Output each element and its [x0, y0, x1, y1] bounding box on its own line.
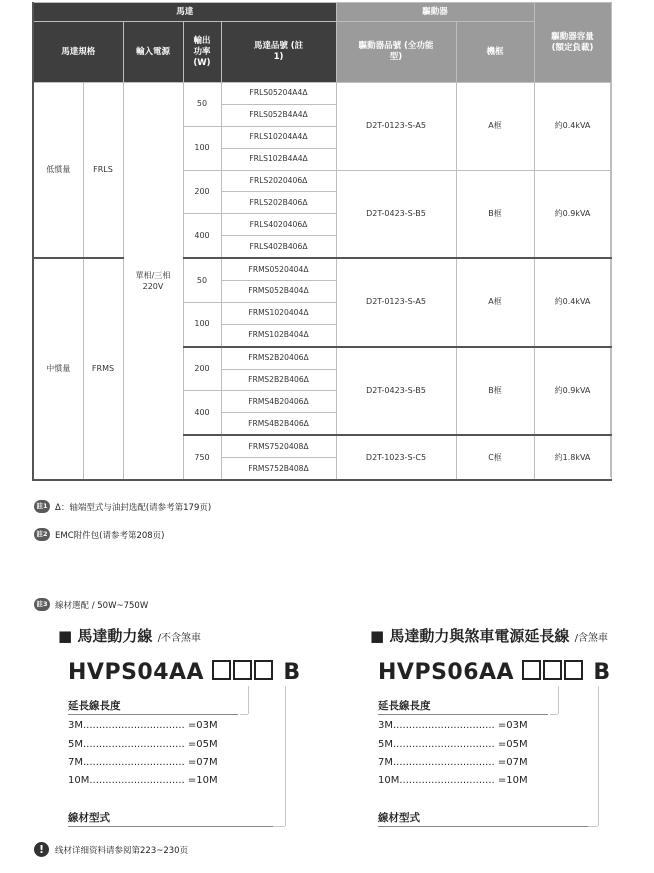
motor-model-cell: FRMS052B404Δ [221, 281, 336, 303]
code-digit-box [522, 660, 541, 680]
power-cell: 750 [183, 435, 221, 480]
inertia-medium: 中慣量 [33, 258, 83, 480]
cable-left-title-note: /不含煞車 [157, 633, 202, 644]
note-badge: 註1 [34, 500, 50, 513]
motor-model-cell: FRLS2020406Δ [221, 170, 336, 192]
footer-text: 线材详细资料请参阅第223~230页 [55, 845, 189, 856]
divider [378, 826, 588, 827]
power-cell: 400 [183, 214, 221, 258]
cable-left-code-suffix: B [283, 660, 301, 685]
connector-line [248, 686, 249, 714]
cable-right-title [370, 625, 608, 646]
connector-line [285, 686, 286, 826]
connector-line [240, 714, 248, 715]
cable-right-option: 10M.............................. =10M [378, 775, 528, 786]
exclamation-icon: ! [34, 842, 49, 857]
motor-model-cell: FRMS7520408Δ [221, 435, 336, 457]
header-input-power: 輸入電源 [123, 22, 183, 83]
divider [378, 714, 548, 715]
motor-model-cell: FRMS102B404Δ [221, 324, 336, 346]
cable-right-title-text: ■ 馬達動力與煞車電源延長線 [370, 627, 570, 645]
connector-line [588, 826, 598, 827]
connector-line [558, 686, 559, 714]
cable-left-option: 7M................................ =07M [68, 757, 218, 768]
cable-right-option: 7M................................ =07M [378, 757, 528, 768]
frame-cell: A框 [456, 83, 534, 171]
cable-left-option: 5M................................ =05M [68, 739, 218, 750]
drive-model-cell: D2T-0423-S-B5 [336, 170, 456, 258]
cable-right-title-note: /含煞車 [574, 633, 609, 644]
connector-line [273, 826, 285, 827]
cable-left-option: 3M................................ =03M [68, 720, 218, 731]
note-3 [34, 598, 148, 611]
spec-table [32, 2, 612, 481]
header-drive-model: 驅動器品號 (全功能型) [336, 22, 456, 83]
frame-cell: B框 [456, 347, 534, 436]
code-digit-box [564, 660, 583, 680]
cable-left-title [58, 625, 201, 646]
inertia-low: 低慣量 [33, 83, 83, 259]
power-cell: 100 [183, 302, 221, 346]
code-digit-box [233, 660, 252, 680]
code-digit-box [254, 660, 273, 680]
cable-right-length-label: 延長線長度 [378, 700, 431, 712]
cable-left-type-label: 線材型式 [68, 812, 110, 824]
connector-line [550, 714, 558, 715]
capacity-cell: 約1.8kVA [534, 435, 611, 480]
motor-model-cell: FRLS052B4A4Δ [221, 104, 336, 126]
footer-note [34, 842, 188, 857]
capacity-cell: 約0.4kVA [534, 83, 611, 171]
header-motor-spec: 馬達規格 [33, 22, 123, 83]
motor-model-cell: FRMS752B408Δ [221, 458, 336, 480]
header-motor-model: 馬達品號 (註1) [221, 22, 336, 83]
motor-model-cell: FRMS1020404Δ [221, 302, 336, 324]
note-2 [34, 528, 165, 541]
cable-right-type-label: 線材型式 [378, 812, 420, 824]
divider [68, 826, 273, 827]
group-header-drive: 驅動器 [336, 3, 534, 22]
connector-line [598, 686, 599, 826]
power-cell: 50 [183, 258, 221, 302]
note-text: 線材選配 / 50W~750W [55, 600, 149, 611]
power-cell: 200 [183, 347, 221, 391]
cable-left-option: 10M.............................. =10M [68, 775, 218, 786]
header-output-power: 輸出 功率 (W) [183, 22, 221, 83]
motor-model-cell: FRMS2B2B406Δ [221, 369, 336, 391]
frame-cell: C框 [456, 435, 534, 480]
power-cell: 200 [183, 170, 221, 214]
motor-model-cell: FRMS4B2B406Δ [221, 413, 336, 435]
power-cell: 50 [183, 83, 221, 127]
motor-model-cell: FRMS0520404Δ [221, 258, 336, 280]
cable-right-option: 5M................................ =05M [378, 739, 528, 750]
series-frls: FRLS [83, 83, 123, 259]
power-cell: 100 [183, 126, 221, 170]
series-frms: FRMS [83, 258, 123, 480]
motor-model-cell: FRLS10204A4Δ [221, 126, 336, 148]
motor-model-cell: FRMS4B20406Δ [221, 391, 336, 413]
power-cell: 400 [183, 391, 221, 435]
note-badge: 註3 [34, 598, 50, 611]
motor-model-cell: FRLS4020406Δ [221, 214, 336, 236]
cable-left-length-label: 延長線長度 [68, 700, 121, 712]
drive-model-cell: D2T-0423-S-B5 [336, 347, 456, 436]
frame-cell: B框 [456, 170, 534, 258]
capacity-cell: 約0.9kVA [534, 347, 611, 436]
capacity-cell: 約0.9kVA [534, 170, 611, 258]
note-text: EMC附件包(请参考第208页) [55, 530, 165, 541]
cable-left-code-prefix: HVPS04AA [68, 660, 205, 685]
cable-right-code-prefix: HVPS06AA [378, 660, 515, 685]
code-digit-box [543, 660, 562, 680]
header-frame: 機框 [456, 22, 534, 83]
motor-model-cell: FRLS102B4A4Δ [221, 148, 336, 170]
drive-model-cell: D2T-1023-S-C5 [336, 435, 456, 480]
code-digit-box [212, 660, 231, 680]
cable-right-code [378, 660, 611, 685]
frame-cell: A框 [456, 258, 534, 347]
group-header-motor: 馬達 [33, 3, 336, 22]
note-badge: 註2 [34, 528, 50, 541]
note-text: Δ：轴端型式与油封选配(请参考第179页) [55, 502, 212, 513]
cable-left-code [68, 660, 301, 685]
note-1 [34, 500, 211, 513]
cable-right-code-suffix: B [593, 660, 611, 685]
divider [68, 714, 238, 715]
motor-model-cell: FRLS202B406Δ [221, 192, 336, 214]
motor-model-cell: FRLS402B406Δ [221, 236, 336, 258]
capacity-cell: 約0.4kVA [534, 258, 611, 347]
cable-right-option: 3M................................ =03M [378, 720, 528, 731]
input-power: 單相/三相 220V [123, 83, 183, 481]
header-drive-capacity: 驅動器容量 (額定負載) [534, 3, 611, 83]
cable-left-title-text: ■ 馬達動力線 [58, 627, 153, 645]
motor-model-cell: FRLS05204A4Δ [221, 83, 336, 105]
drive-model-cell: D2T-0123-S-A5 [336, 258, 456, 347]
drive-model-cell: D2T-0123-S-A5 [336, 83, 456, 171]
motor-model-cell: FRMS2B20406Δ [221, 347, 336, 369]
